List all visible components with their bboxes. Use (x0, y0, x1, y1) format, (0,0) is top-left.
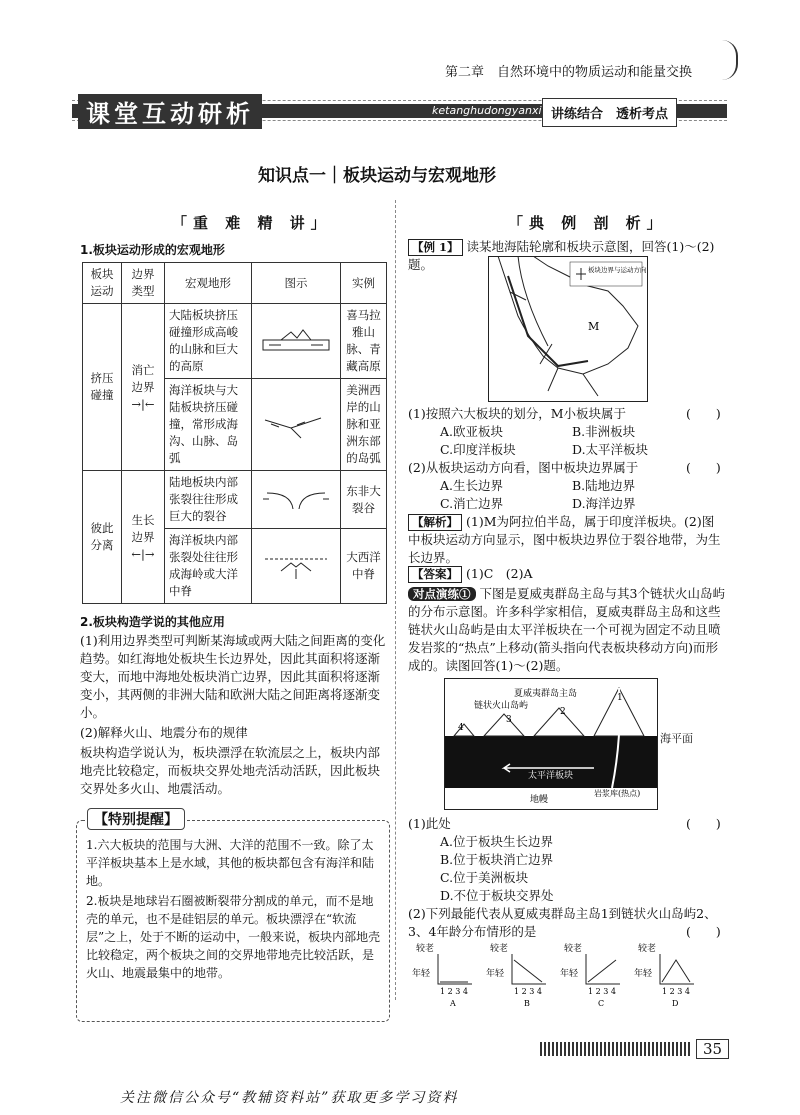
s2-para1: (1)利用边界类型可判断某海域或两大陆之间距离的变化趋势。如红海地处板块生长边界处，因此其面积将逐渐变大，而地中海地处板块消亡边界，因此其面积将逐渐变小，其两侧的非洲大陆和欧洲大陆之间距离将逐渐变小。 (80, 633, 386, 720)
answer (408, 565, 533, 583)
tick-labels: 1 2 3 4 (514, 987, 542, 996)
option-letter: C (598, 999, 605, 1008)
cell-example: 大西洋中脊 (341, 529, 387, 604)
hawaii-figure (444, 678, 658, 810)
label-young: 年轻 (634, 969, 653, 979)
cell-example: 喜马拉雅山脉、青藏高原 (341, 304, 387, 379)
option-letter: D (672, 999, 679, 1008)
knowledge-point-title: 知识点一｜板块运动与宏观地形 (258, 166, 496, 186)
q2-stem: (2)从板块运动方向看，图中板块边界属于 (408, 460, 639, 475)
plate-map (488, 256, 648, 402)
analysis (408, 513, 726, 567)
chapter-title: 第二章 自然环境中的物质运动和能量交换 (445, 65, 693, 80)
diverge-arrows-icon: ←|→ (131, 546, 155, 561)
page-number: 35 (696, 1039, 729, 1059)
option-letter: A (450, 999, 456, 1008)
header-brace (722, 40, 738, 80)
th-landform: 宏观地形 (165, 263, 252, 304)
banner-pinyin: ketanghudongyanxi (432, 104, 542, 117)
q2-opt-b: B.陆地边界 (572, 478, 636, 493)
left-heading: 「重 难 精 讲」 (172, 214, 332, 232)
fig-n4: 4 (458, 723, 464, 733)
cell-bound-sub (122, 304, 165, 471)
label-old: 较老 (416, 944, 435, 954)
reminder-heading: 【特别提醒】 (87, 808, 185, 830)
s2-para3: 板块构造学说认为，板块漂浮在软流层之上，板块内部地壳比较稳定，而板块交界处地壳活动活跃，因此板块交界处多火山、地震活动。 (80, 745, 381, 796)
fig-sea-label: 海平面 (660, 732, 693, 745)
option-chart-A (412, 942, 472, 1008)
label-young: 年轻 (412, 969, 431, 979)
s1-title: 1.板块运动形成的宏观地形 (80, 243, 225, 257)
q1-paren: ( ) (686, 406, 721, 421)
banner-title: 课堂互动研析 (78, 94, 262, 129)
option-letter: B (524, 999, 530, 1008)
converge-arrows-icon: →|← (131, 396, 155, 411)
option-chart-B (486, 942, 546, 1008)
q1-opt-b: B.非洲板块 (572, 424, 636, 439)
s2-para2: (2)解释火山、地震分布的规律 (80, 725, 248, 740)
q1-opt-a: A.欧亚板块 (440, 424, 504, 439)
th-diagram: 图示 (252, 263, 341, 304)
d1-opt-d: D.不位于板块交界处 (440, 888, 554, 903)
cell-diagram (252, 471, 341, 529)
table-row (83, 304, 387, 379)
d2-paren: ( ) (686, 924, 721, 939)
example-label: 【例 1】 (408, 239, 463, 256)
trend-line (588, 960, 616, 982)
analysis-text: (1)M为阿拉伯半岛，属于印度洋板块。(2)图中板块运动方向显示，图中板块边界位于裂谷地带，为生长边界。 (408, 514, 721, 565)
d1-opt-b: B.位于板块消亡边界 (440, 852, 554, 867)
subduction-diagram-icon (261, 410, 331, 440)
bound-grow-label: 生长边界 (131, 512, 155, 544)
q2-opt-c: C.消亡边界 (440, 496, 504, 511)
fig-mantle-label: 地幔 (530, 795, 549, 805)
cell-bound-grow (122, 471, 165, 604)
rift-diagram-icon (261, 485, 331, 515)
d2-stem: (2)下列最能代表从夏威夷群岛主岛1到链状火山岛屿2、3、4年龄分布情形的是 (408, 906, 717, 939)
d1-opt-c: C.位于美洲板块 (440, 870, 529, 885)
trend-line (662, 960, 690, 982)
label-young: 年轻 (486, 969, 505, 979)
drill (408, 585, 726, 675)
fig-plate-label: 太平洋板块 (528, 771, 574, 781)
page-bar (540, 1042, 690, 1056)
right-heading: 「典 例 剖 析」 (508, 214, 668, 232)
map-legend: 板块边界与运动方向 (588, 266, 647, 274)
cell-landform: 海洋板块与大陆板块挤压碰撞，常形成海沟、山脉、岛弧 (165, 379, 252, 471)
tick-labels: 1 2 3 4 (440, 987, 468, 996)
th-example: 实例 (341, 263, 387, 304)
answer-text: (1)C (2)A (465, 566, 533, 581)
cell-landform: 陆地板块内部张裂往往形成巨大的裂谷 (165, 471, 252, 529)
ridge-diagram-icon (261, 551, 331, 581)
cell-diagram (252, 379, 341, 471)
axes (438, 954, 472, 984)
axes (512, 954, 546, 984)
cell-diagram (252, 304, 341, 379)
bound-sub-label: 消亡边界 (131, 362, 155, 394)
option-chart-D (634, 942, 694, 1008)
landform-table (82, 262, 387, 604)
drill-text: 下图是夏威夷群岛主岛与其3个链状火山岛屿的分布示意图。许多科学家相信，夏威夷群岛主岛和这些链状火山岛屿是由太平洋板块在一个可视为固定不动且喷发岩浆的“热点”上移动(箭头指向代表板块移动方向)而形成的。读图回答(1)～(2)题。 (408, 586, 725, 673)
column-divider (395, 200, 396, 1000)
fig-n1: 1 (617, 693, 623, 703)
th-motion: 板块运动 (83, 263, 122, 304)
tick-labels: 1 2 3 4 (662, 987, 690, 996)
s2-title: 2.板块构造学说的其他应用 (80, 615, 225, 629)
label-old: 较老 (490, 944, 509, 954)
table-header-row (83, 263, 387, 304)
label-young: 年轻 (560, 969, 579, 979)
cell-landform: 大陆板块挤压碰撞形成高峻的山脉和巨大的高原 (165, 304, 252, 379)
analysis-label: 【解析】 (408, 514, 462, 531)
banner-tagline: 讲练结合 透析考点 (542, 98, 677, 127)
option-chart-C (560, 942, 620, 1008)
cell-landform: 海洋板块内部张裂处往往形成海岭或大洋中脊 (165, 529, 252, 604)
trend-line (514, 960, 542, 982)
section-banner (72, 96, 727, 126)
collision-diagram-icon (261, 326, 331, 356)
label-old: 较老 (638, 944, 657, 954)
reminder-1: 1.六大板块的范围与大洲、大洋的范围不一致。除了太平洋板块基本上是水域，其他的板块都包含有海洋和陆地。 (86, 838, 375, 888)
table-row (83, 471, 387, 529)
q1-opt-c: C.印度洋板块 (440, 442, 516, 457)
d1-paren: ( ) (686, 816, 721, 831)
tick-labels: 1 2 3 4 (588, 987, 616, 996)
th-boundary: 边界类型 (122, 263, 165, 304)
d1-stem: (1)此处 (408, 816, 451, 831)
cell-diagram (252, 529, 341, 604)
q1-stem: (1)按照六大板块的划分，M小板块属于 (408, 406, 627, 421)
fig-chain-label: 链状火山岛屿 (474, 701, 529, 711)
cell-example: 东非大裂谷 (341, 471, 387, 529)
example-text: 读某地海陆轮廓和板块示意图，回答(1)～(2)题。 (408, 239, 715, 272)
fig-n2: 2 (560, 707, 566, 717)
d1-opt-a: A.位于板块生长边界 (440, 834, 554, 849)
q2-opt-a: A.生长边界 (440, 478, 504, 493)
answer-label: 【答案】 (408, 566, 462, 583)
fig-main-label: 夏威夷群岛主岛 (514, 689, 578, 699)
age-charts (412, 942, 712, 1008)
reminder-2: 2.板块是地球岩石圈被断裂带分割成的单元，而不是地壳的单元，也不是硅铝层的单元。板块漂浮在“软流层”之上，处于不断的运动中，一般来说，板块内部地壳比较稳定，两个板块之间的交界地带地壳比较活跃，是火山、地震最集中的地带。 (86, 894, 381, 980)
drill-label: 对点演练① (408, 587, 476, 601)
map-M-label: M (588, 320, 600, 333)
cell-motion-apart: 彼此分离 (83, 471, 122, 604)
fig-n3: 3 (506, 715, 512, 725)
q1-opt-d: D.太平洋板块 (572, 442, 649, 457)
label-old: 较老 (564, 944, 583, 954)
fig-hotspot-label: 岩浆库(热点) (594, 789, 641, 798)
cell-example: 美洲西岸的山脉和亚洲东部的岛弧 (341, 379, 387, 471)
q2-opt-d: D.海洋边界 (572, 496, 636, 511)
q2-paren: ( ) (686, 460, 721, 475)
footer-note: 关注微信公众号“教辅资料站”获取更多学习资料 (120, 1090, 459, 1106)
cell-motion-squeeze: 挤压碰撞 (83, 304, 122, 471)
